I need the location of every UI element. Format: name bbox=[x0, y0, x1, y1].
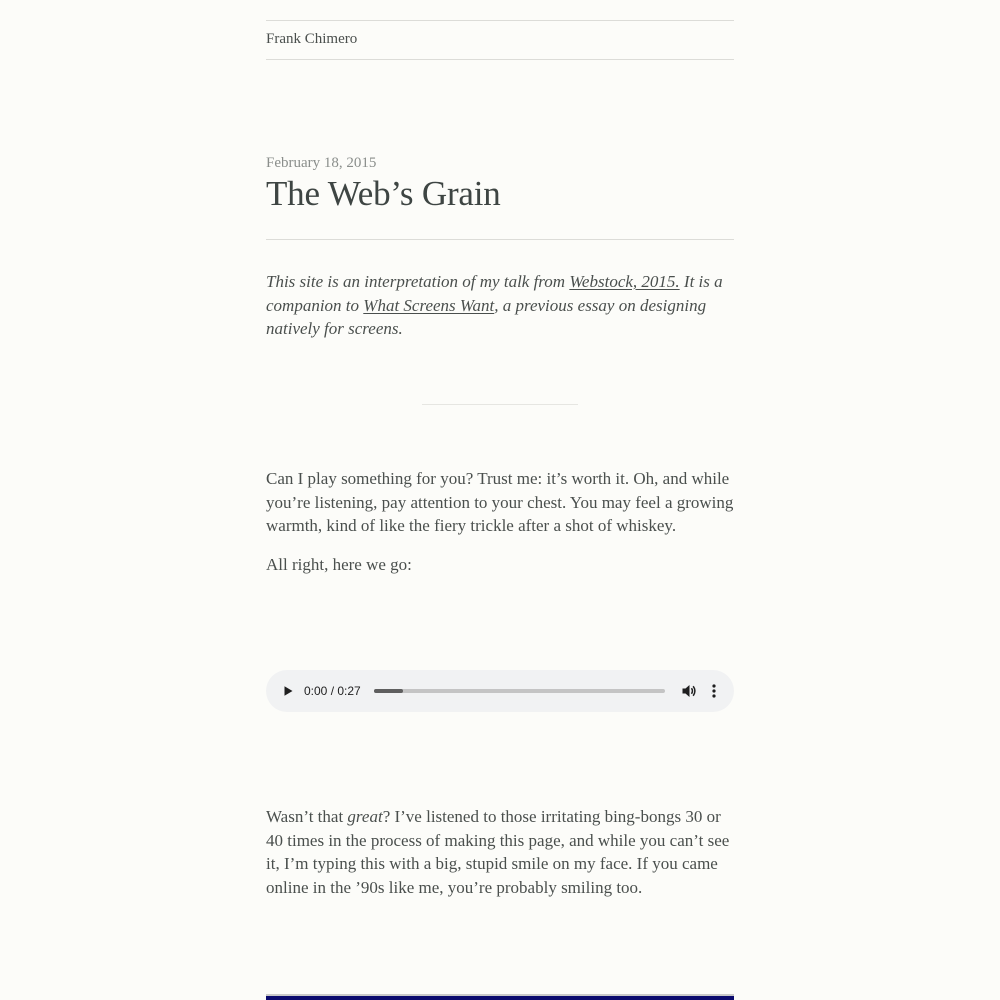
intro-note bbox=[266, 270, 734, 341]
post-date: February 18, 2015 bbox=[266, 155, 377, 171]
volume-button[interactable] bbox=[681, 683, 697, 699]
audio-buffered-bar bbox=[374, 689, 403, 693]
volume-icon bbox=[681, 683, 697, 699]
section-divider bbox=[422, 404, 578, 405]
more-options-button[interactable] bbox=[706, 683, 722, 699]
site-name-link[interactable]: Frank Chimero bbox=[266, 31, 358, 47]
title-divider bbox=[266, 239, 734, 240]
intro-text: , a previous essay on designing natively for screens. bbox=[266, 295, 707, 338]
article-image bbox=[266, 994, 734, 1000]
body-paragraph: All right, here we go: bbox=[266, 555, 412, 574]
play-button[interactable] bbox=[280, 683, 296, 699]
body-text: ? I’ve listened to those irritating bing-bongs 30 or 40 times in the process of making this page, and while you can’t see it, I’m typing this with a big, stupid smile on my face. If you came online in the ’90s like me, you’re probably smiling too. bbox=[266, 807, 730, 897]
intro-text: It is a companion to bbox=[266, 272, 723, 315]
webstock-link[interactable]: Webstock, 2015. bbox=[569, 272, 680, 291]
audio-seek-slider[interactable] bbox=[374, 689, 665, 693]
emphasis-text: great bbox=[347, 807, 383, 826]
play-icon bbox=[282, 685, 294, 697]
what-screens-want-link[interactable]: What Screens Want bbox=[363, 295, 495, 315]
audio-time: 0:00 / 0:27 bbox=[304, 684, 361, 698]
body-paragraph bbox=[266, 805, 734, 899]
post-title: The Web’s Grain bbox=[266, 174, 501, 213]
body-paragraph: Can I play something for you? Trust me: it’s worth it. Oh, and while you’re listening, pay attention to your chest. You may feel a growing warmth, kind of like the fiery trickle after a shot of whiskey. bbox=[266, 469, 734, 535]
audio-player bbox=[266, 670, 734, 712]
more-vertical-icon bbox=[706, 683, 722, 699]
body-text: Wasn’t that bbox=[266, 807, 348, 826]
intro-text: This site is an interpretation of my talk from bbox=[266, 272, 570, 291]
site-header bbox=[266, 20, 734, 60]
